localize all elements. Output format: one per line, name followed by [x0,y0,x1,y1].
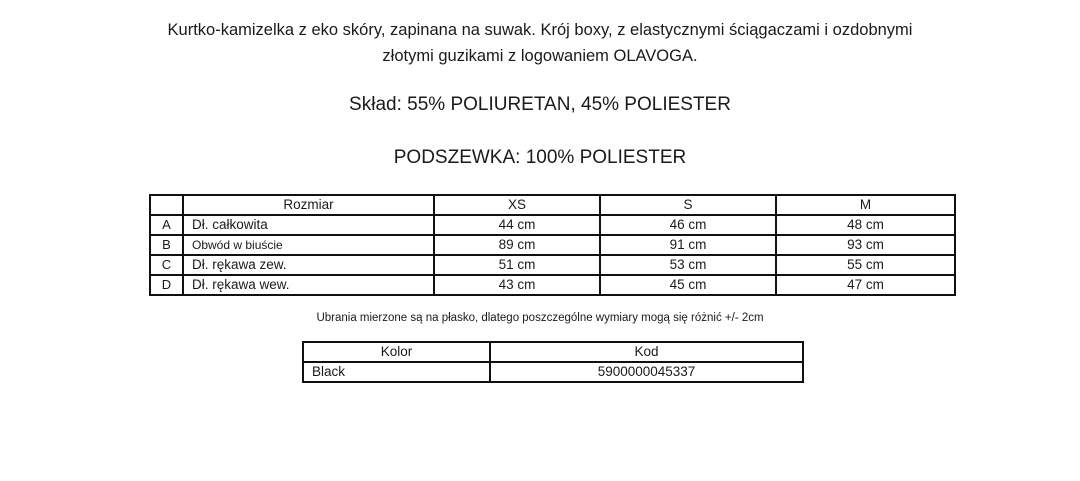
row-letter: A [150,215,183,235]
color-value: Black [303,362,490,382]
description-line-2: złotymi guzikami z logowaniem OLAVOGA. [382,47,698,65]
row-letter: D [150,275,183,295]
row-value-s: 91 cm [600,235,776,255]
row-label: Dł. całkowita [183,215,434,235]
row-label: Dł. rękawa zew. [183,255,434,275]
size-table-header-row [150,195,955,215]
code-table-header-row [303,342,803,362]
product-description [0,17,1080,69]
composition-text: Skład: 55% POLIURETAN, 45% POLIESTER [349,94,731,115]
row-value-m: 48 cm [776,215,955,235]
row-value-xs: 44 cm [434,215,600,235]
row-label: Obwód w biuście [183,235,434,255]
row-value-m: 93 cm [776,235,955,255]
row-value-xs: 89 cm [434,235,600,255]
row-value-s: 45 cm [600,275,776,295]
table-row [303,362,803,382]
color-code-table [302,341,804,383]
header-measure-cell: Rozmiar [183,195,434,215]
row-value-m: 47 cm [776,275,955,295]
row-label: Dł. rękawa wew. [183,275,434,295]
description-line-1: Kurtko-kamizelka z eko skóry, zapinana na suwak. Krój boxy, z elastycznymi ściągaczami i ozdobnymi [167,21,913,39]
row-value-xs: 43 cm [434,275,600,295]
table-row [150,255,955,275]
header-color-cell: Kolor [303,342,490,362]
measurement-note: Ubrania mierzone są na płasko, dlatego poszczególne wymiary mogą się różnić +/- 2cm [316,312,764,324]
lining-text: PODSZEWKA: 100% POLIESTER [393,147,687,168]
row-letter: B [150,235,183,255]
table-row [150,275,955,295]
header-size-s: S [600,195,776,215]
code-value: 5900000045337 [490,362,803,382]
row-value-s: 46 cm [600,215,776,235]
row-value-m: 55 cm [776,255,955,275]
header-code-cell: Kod [490,342,803,362]
row-value-s: 53 cm [600,255,776,275]
header-corner-cell [150,195,183,215]
size-table [149,194,956,296]
row-letter: C [150,255,183,275]
table-row [150,235,955,255]
header-size-xs: XS [434,195,600,215]
header-size-m: M [776,195,955,215]
table-row [150,215,955,235]
row-value-xs: 51 cm [434,255,600,275]
